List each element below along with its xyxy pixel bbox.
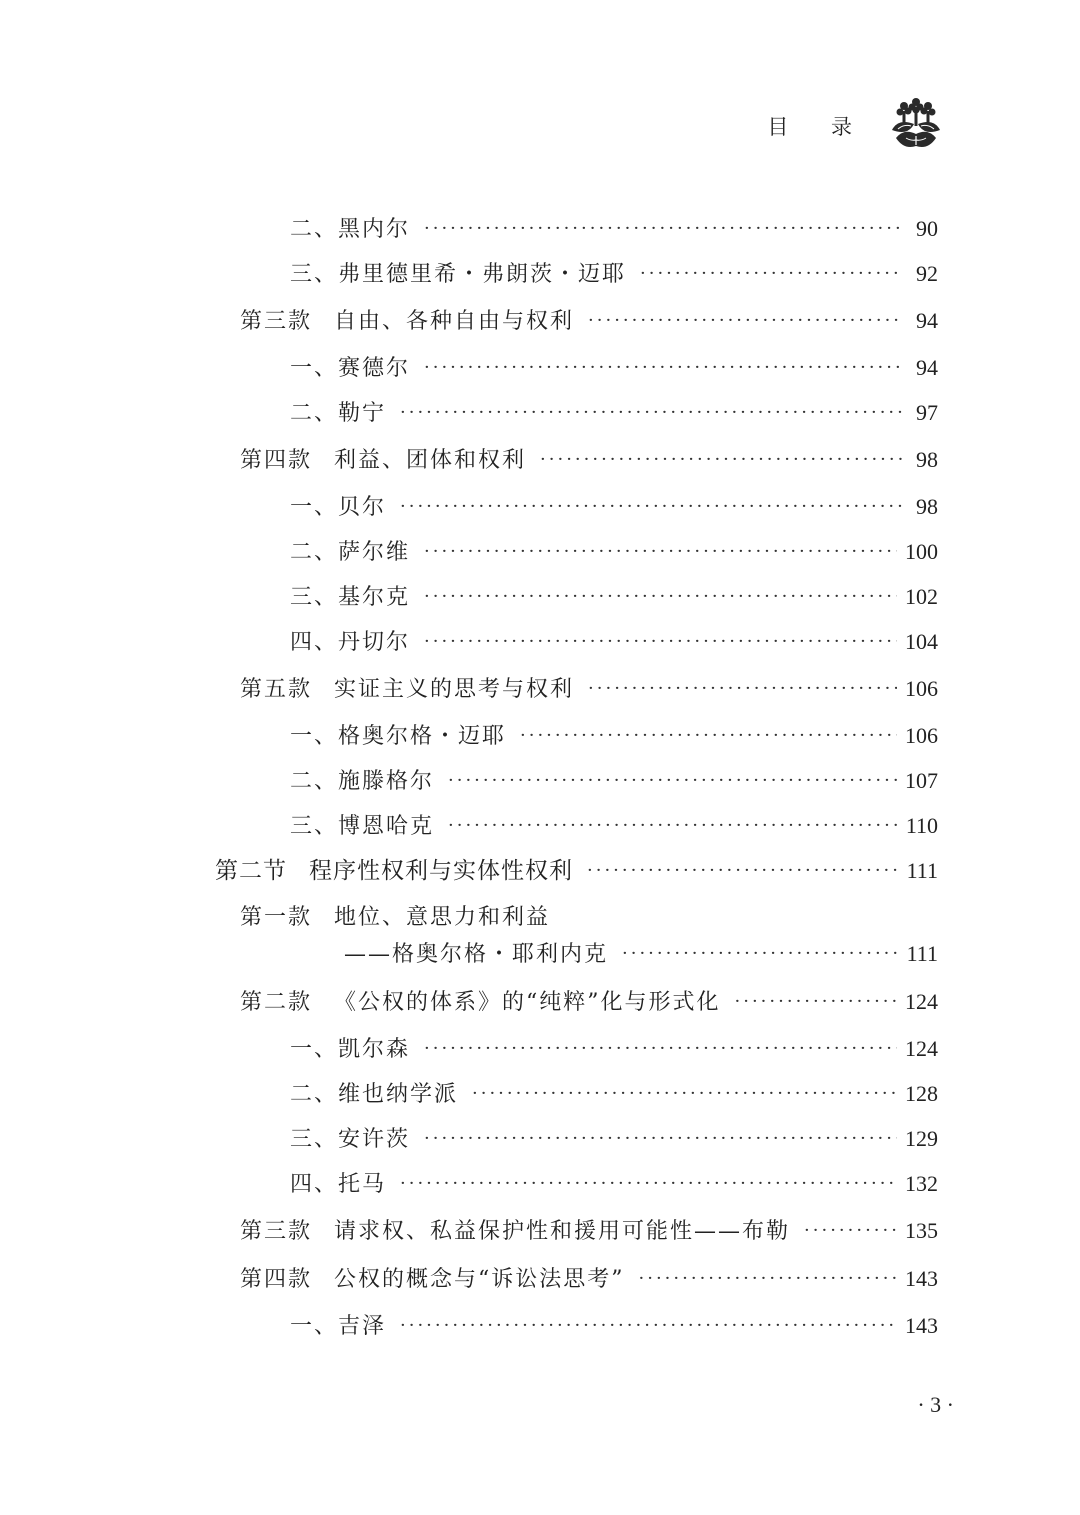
dot-leader xyxy=(472,1079,897,1109)
toc-entry-label: 一、吉泽 xyxy=(290,1314,387,1339)
toc-entry[interactable] xyxy=(290,1034,938,1066)
toc-entry[interactable] xyxy=(240,1264,938,1296)
dot-leader xyxy=(520,721,897,751)
toc-entry-label: 三、弗里德里希・弗朗茨・迈耶 xyxy=(290,262,627,287)
dot-leader xyxy=(400,492,902,522)
toc-entry-label: 二、黑内尔 xyxy=(290,217,411,242)
dot-leader xyxy=(640,259,902,289)
toc-entry-label: 利益、团体和权利 xyxy=(334,448,527,473)
toc-entry-page: 110 xyxy=(905,813,938,838)
header-title: 目 录 xyxy=(767,115,870,139)
toc-entry-page: 143 xyxy=(905,1266,938,1291)
toc-entry[interactable] xyxy=(290,1124,938,1156)
toc-entry-page: 106 xyxy=(905,676,938,701)
toc-entry[interactable] xyxy=(290,1169,938,1201)
toc-entry-label: 一、赛德尔 xyxy=(290,356,411,381)
toc-entry[interactable] xyxy=(240,674,938,706)
toc-entry-page: 98 xyxy=(916,447,938,472)
toc-entry-label: 请求权、私益保护性和援用可能性——布勒 xyxy=(334,1219,791,1244)
toc-entry-page: 92 xyxy=(916,261,938,286)
toc-entry-label: 二、维也纳学派 xyxy=(290,1082,459,1107)
dot-leader xyxy=(424,214,902,244)
page-number: · 3 · xyxy=(917,1392,954,1417)
toc-entry[interactable] xyxy=(290,537,938,569)
dot-leader xyxy=(400,1169,897,1199)
toc-entry-label: 四、丹切尔 xyxy=(290,630,411,655)
dot-leader xyxy=(587,856,899,886)
toc-entry-prefix: 第二款 xyxy=(240,990,313,1015)
toc-entry-page: 143 xyxy=(905,1313,938,1338)
dot-leader xyxy=(400,398,902,428)
toc-entry[interactable] xyxy=(290,582,938,614)
dot-leader xyxy=(588,306,902,336)
toc-entry-continuation[interactable] xyxy=(344,939,938,971)
dot-leader xyxy=(424,582,897,612)
toc-entry-prefix: 第三款 xyxy=(240,309,313,334)
toc-entry-prefix: 第四款 xyxy=(240,1267,313,1292)
toc-entry-label: 二、萨尔维 xyxy=(290,540,411,565)
toc-entry-page: 111 xyxy=(906,941,938,966)
toc-entry-label: 程序性权利与实体性权利 xyxy=(309,858,573,884)
dot-leader xyxy=(424,1124,897,1154)
toc-entry-page: 135 xyxy=(905,1218,938,1243)
toc-entry[interactable] xyxy=(290,811,938,843)
toc-entry[interactable] xyxy=(290,353,938,385)
toc-entry-label: 二、勒宁 xyxy=(290,401,387,426)
dot-leader xyxy=(639,1264,897,1294)
toc-entry-label: 一、贝尔 xyxy=(290,495,387,520)
toc-entry-page: 111 xyxy=(906,858,938,883)
toc-entry-page: 94 xyxy=(916,308,938,333)
toc-entry-label: 《公权的体系》的“纯粹”化与形式化 xyxy=(334,990,721,1015)
toc-entry-page: 97 xyxy=(916,400,938,425)
dot-leader xyxy=(735,987,897,1017)
toc-section-entry[interactable] xyxy=(215,856,938,888)
toc-entry[interactable] xyxy=(240,903,550,933)
toc-entry-page: 102 xyxy=(905,584,938,609)
toc-entry[interactable] xyxy=(290,721,938,753)
toc-entry-label: 四、托马 xyxy=(290,1172,387,1197)
toc-entry-label: 公权的概念与“诉讼法思考” xyxy=(334,1267,625,1292)
toc-entry[interactable] xyxy=(290,627,938,659)
toc-entry[interactable] xyxy=(290,259,938,291)
toc-entry-label: 地位、意思力和利益 xyxy=(334,905,551,930)
toc-entry-prefix: 第五款 xyxy=(240,677,313,702)
toc-entry-page: 107 xyxy=(905,768,938,793)
toc-entry-prefix: 第四款 xyxy=(240,448,313,473)
dot-leader xyxy=(448,811,898,841)
paulownia-emblem-icon xyxy=(888,96,944,152)
dot-leader xyxy=(540,445,902,475)
toc-entry[interactable] xyxy=(290,492,938,524)
toc-entry[interactable] xyxy=(290,214,938,246)
toc-entry-page: 100 xyxy=(905,539,938,564)
toc-entry[interactable] xyxy=(290,1311,938,1343)
toc-entry-label: 一、格奥尔格・迈耶 xyxy=(290,724,507,749)
toc-entry[interactable] xyxy=(290,766,938,798)
dot-leader xyxy=(622,939,899,969)
dot-leader xyxy=(804,1216,897,1246)
toc-entry-label: 三、博恩哈克 xyxy=(290,814,435,839)
toc-entry-prefix: 第一款 xyxy=(240,905,313,930)
toc-entry[interactable] xyxy=(240,1216,938,1248)
toc-entry-label: 自由、各种自由与权利 xyxy=(334,309,575,334)
dot-leader xyxy=(448,766,897,796)
dot-leader xyxy=(588,674,897,704)
dot-leader xyxy=(424,1034,897,1064)
toc-entry-prefix: 第三款 xyxy=(240,1219,313,1244)
toc-entry[interactable] xyxy=(240,445,938,477)
toc-entry-prefix: 第二节 xyxy=(215,858,287,884)
toc-entry-label: 一、凯尔森 xyxy=(290,1037,411,1062)
dot-leader xyxy=(424,627,897,657)
toc-entry[interactable] xyxy=(290,398,938,430)
toc-entry[interactable] xyxy=(240,306,938,338)
dot-leader xyxy=(424,353,902,383)
toc-entry-label: 三、安许茨 xyxy=(290,1127,411,1152)
toc-entry[interactable] xyxy=(240,987,938,1019)
toc-entry-page: 94 xyxy=(916,355,938,380)
toc-entry-page: 128 xyxy=(905,1081,938,1106)
toc-entry-page: 106 xyxy=(905,723,938,748)
toc-entry-page: 98 xyxy=(916,494,938,519)
dot-leader xyxy=(400,1311,897,1341)
toc-entry-label: 三、基尔克 xyxy=(290,585,411,610)
toc-entry-label: 实证主义的思考与权利 xyxy=(334,677,575,702)
toc-entry-page: 104 xyxy=(905,629,938,654)
toc-entry-page: 124 xyxy=(905,1036,938,1061)
toc-entry-label: 二、施滕格尔 xyxy=(290,769,435,794)
toc-entry-label-line2: ——格奥尔格・耶利内克 xyxy=(344,942,609,967)
toc-entry[interactable] xyxy=(290,1079,938,1111)
dot-leader xyxy=(424,537,897,567)
toc-entry-page: 124 xyxy=(905,989,938,1014)
page-header xyxy=(767,96,944,152)
toc-entry-page: 90 xyxy=(916,216,938,241)
toc-entry-page: 129 xyxy=(905,1126,938,1151)
toc-entry-page: 132 xyxy=(905,1171,938,1196)
